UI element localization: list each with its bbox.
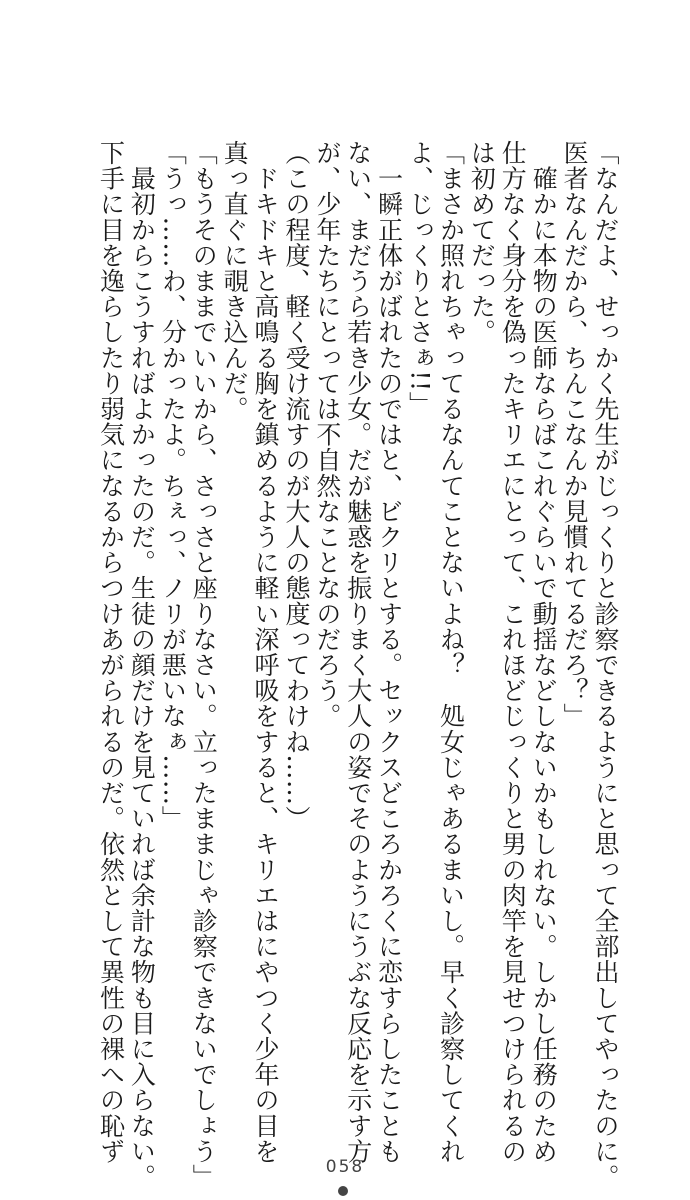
page-marker-dot xyxy=(338,1186,348,1196)
page-number: 058 xyxy=(325,1157,365,1177)
text-line: ない、まだうら若き少女。だが魅惑を振りまく大人の姿でそのようにうぶな反応を示す方 xyxy=(343,140,373,1164)
text-line: 確かに本物の医師ならばこれぐらいで動揺などしないかもしれない。しかし任務のため xyxy=(529,140,559,1164)
text-line: 仕方なく身分を偽ったキリエにとって、これほどじっくりと男の肉竿を見せつけられるの xyxy=(498,140,528,1164)
text-line: 医者なんだから、ちんこなんか見慣れてるだろ？」 xyxy=(560,140,590,729)
text-line: 最初からこうすればよかったのだ。生徒の顔だけを見ていれば余計な物も目に入らない。 xyxy=(127,140,157,1190)
text-line: 「うっ……わ、分かったよ。ちぇっ、ノリが悪いなぁ……」 xyxy=(158,140,188,832)
text-line: （この程度、軽く受け流すのが大人の態度ってわけね……） xyxy=(281,140,311,832)
text-line: が、少年たちにとっては不自然なことなのだろう。 xyxy=(312,140,342,729)
text-line: 下手に目を逸らしたり弱気になるからつけあがられるのだ。依然として異性の裸への恥ず xyxy=(96,140,126,1164)
text-line: 「なんだよ、せっかく先生がじっくりと診察できるようにと思って全部出してやったのに。 xyxy=(591,140,620,1190)
text-line: は初めてだった。 xyxy=(467,140,497,345)
text-line: 「まさか照れちゃってるなんてことないよね？ 処女じゃあるまいし。早く診察してくれ xyxy=(436,140,466,1164)
text-line: よ、じっくりとさぁ!!」 xyxy=(405,140,435,418)
text-line: ドキドキと高鳴る胸を鎮めるように軽い深呼吸をすると、キリエはにやつく少年の目を xyxy=(251,140,281,1164)
text-line: 一瞬正体がばれたのではと、ビクリとする。セックスどころかろくに恋すらしたことも xyxy=(374,140,404,1164)
text-line: 真っ直ぐに覗き込んだ。 xyxy=(220,140,250,422)
text-line: 「もうそのままでいいから、さっさと座りなさい。立ったままじゃ診察できないでしょう」 xyxy=(189,140,219,1190)
